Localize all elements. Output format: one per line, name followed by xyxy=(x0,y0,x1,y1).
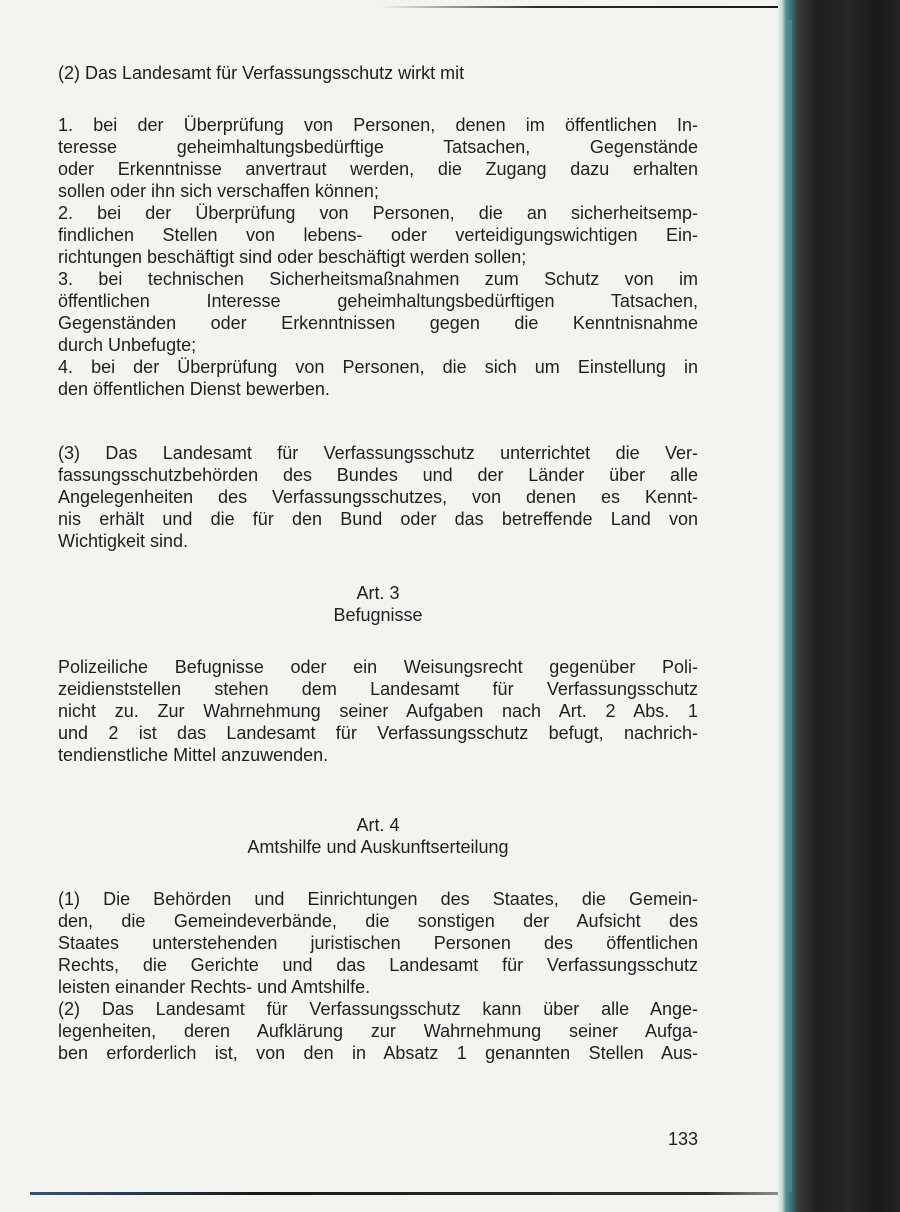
top-edge-line xyxy=(380,6,780,8)
text-line: leisten einander Rechts- und Amtshilfe. xyxy=(58,977,371,997)
text-line: fassungsschutzbehörden des Bundes und der Länder über alle xyxy=(58,465,698,485)
text-line: (2) Das Landesamt für Verfassungsschutz wirkt mit xyxy=(58,63,465,83)
text-line: Wichtigkeit sind. xyxy=(58,531,189,551)
text-line: und 2 ist das Landesamt für Verfassungsschutz befugt, nachrich- xyxy=(58,723,698,743)
article-title: Befugnisse xyxy=(333,605,423,625)
text-line: nis erhält und die für den Bund oder das betreffende Land von xyxy=(58,509,698,529)
text-line: teresse geheimhaltungsbedürftige Tatsachen, Gegenstände xyxy=(58,137,698,157)
article-title: Amtshilfe und Auskunftserteilung xyxy=(247,837,509,857)
article-heading xyxy=(58,582,698,626)
text-line: zeidienststellen stehen dem Landesamt für Verfassungsschutz xyxy=(58,679,698,699)
paragraph xyxy=(58,114,698,202)
paragraph-gap xyxy=(58,766,698,814)
text-line: Staates unterstehenden juristischen Personen des öffentlichen xyxy=(58,933,698,953)
book-cover-edge xyxy=(786,20,792,1192)
text-line: durch Unbefugte; xyxy=(58,335,197,355)
text-line: tendienstliche Mittel anzuwenden. xyxy=(58,745,329,765)
article-number: Art. 4 xyxy=(356,815,400,835)
text-line: 3. bei technischen Sicherheitsmaßnahmen zum Schutz von im xyxy=(58,269,698,289)
text-line: öffentlichen Interesse geheimhaltungsbedürftigen Tatsachen, xyxy=(58,291,698,311)
text-line: (2) Das Landesamt für Verfassungsschutz kann über alle Ange- xyxy=(58,999,698,1019)
text-line: sollen oder ihn sich verschaffen können; xyxy=(58,181,379,201)
page-number: 133 xyxy=(667,1129,698,1149)
paragraph xyxy=(58,656,698,766)
paragraph xyxy=(58,888,698,998)
text-line: Angelegenheiten des Verfassungsschutzes, von denen es Kennt- xyxy=(58,487,698,507)
text-line: 1. bei der Überprüfung von Personen, denen im öffentlichen In- xyxy=(58,115,698,135)
article-number: Art. 3 xyxy=(356,583,400,603)
text-line: nicht zu. Zur Wahrnehmung seiner Aufgaben nach Art. 2 Abs. 1 xyxy=(58,701,698,721)
paragraph xyxy=(58,268,698,356)
paragraph-gap xyxy=(58,552,698,582)
article-heading xyxy=(58,814,698,858)
book-spine xyxy=(778,0,900,1212)
paragraph-gap xyxy=(58,84,698,114)
text-line: oder Erkenntnisse anvertraut werden, die Zugang dazu erhalten xyxy=(58,159,698,179)
page-text xyxy=(58,62,698,1064)
paragraph xyxy=(58,62,698,84)
paragraph xyxy=(58,202,698,268)
text-line: legenheiten, deren Aufklärung zur Wahrnehmung seiner Aufga- xyxy=(58,1021,698,1041)
text-line: richtungen beschäftigt sind oder beschäftigt werden sollen; xyxy=(58,247,527,267)
paragraph xyxy=(58,356,698,400)
text-line: (1) Die Behörden und Einrichtungen des Staates, die Gemein- xyxy=(58,889,698,909)
text-line: 4. bei der Überprüfung von Personen, die sich um Einstellung in xyxy=(58,357,698,377)
text-line: findlichen Stellen von lebens- oder verteidigungswichtigen Ein- xyxy=(58,225,698,245)
text-line: den, die Gemeindeverbände, die sonstigen der Aufsicht des xyxy=(58,911,698,931)
paragraph-gap xyxy=(58,626,698,656)
text-line: Polizeiliche Befugnisse oder ein Weisungsrecht gegenüber Poli- xyxy=(58,657,698,677)
text-line: ben erforderlich ist, von den in Absatz 1 genannten Stellen Aus- xyxy=(58,1043,698,1063)
bottom-edge-line xyxy=(30,1192,780,1195)
paragraph xyxy=(58,442,698,552)
text-line: den öffentlichen Dienst bewerben. xyxy=(58,379,330,399)
paragraph-gap xyxy=(58,400,698,442)
paragraph-gap xyxy=(58,858,698,888)
text-line: Gegenständen oder Erkenntnissen gegen die Kenntnisnahme xyxy=(58,313,698,333)
text-line: 2. bei der Überprüfung von Personen, die an sicherheitsemp- xyxy=(58,203,698,223)
text-line: (3) Das Landesamt für Verfassungsschutz unterrichtet die Ver- xyxy=(58,443,698,463)
paragraph xyxy=(58,998,698,1064)
text-line: Rechts, die Gerichte und das Landesamt für Verfassungsschutz xyxy=(58,955,698,975)
